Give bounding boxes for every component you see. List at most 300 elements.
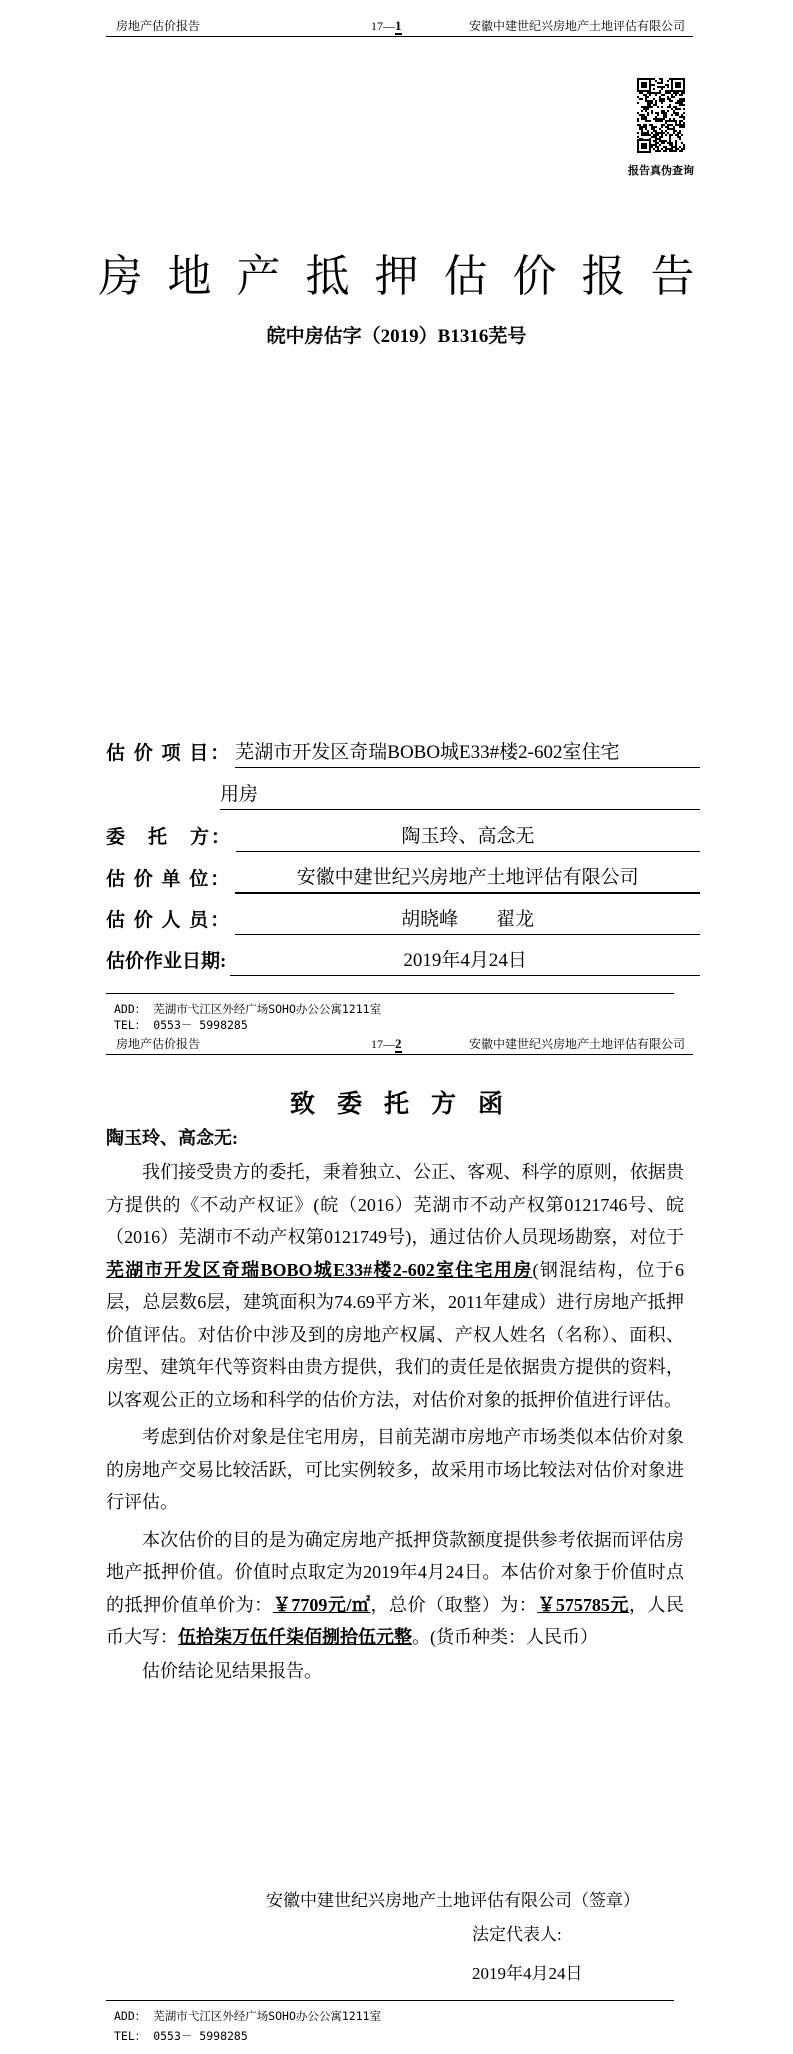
qr-module bbox=[665, 148, 667, 150]
text: 我们接受贵方的委托，秉着独立、公正、客观、科学的原则，依据贵方提供的《不动产权证》(皖（2016）芜湖市不动产权第0121746号、皖（2016）芜湖市不动产权第0121749号)，通过估价人员现场勘察，对位于 bbox=[106, 1162, 684, 1247]
qr-module bbox=[659, 138, 661, 140]
qr-module bbox=[655, 80, 657, 82]
qr-module bbox=[639, 126, 641, 128]
qr-module bbox=[649, 124, 651, 126]
qr-module bbox=[679, 94, 681, 96]
qr-module bbox=[657, 134, 659, 136]
qr-module bbox=[669, 90, 671, 92]
qr-module bbox=[643, 118, 645, 120]
qr-module bbox=[673, 128, 675, 130]
qr-module bbox=[667, 96, 669, 98]
qr-module bbox=[665, 140, 667, 142]
qr-module bbox=[647, 132, 649, 134]
qr-module bbox=[677, 112, 679, 114]
qr-module bbox=[671, 128, 673, 130]
qr-module bbox=[679, 116, 681, 118]
qr-code[interactable] bbox=[637, 78, 685, 153]
qr-module bbox=[653, 128, 655, 130]
qr-module bbox=[661, 130, 663, 132]
qr-module bbox=[659, 136, 661, 138]
qr-module bbox=[659, 100, 661, 102]
qr-module bbox=[659, 90, 661, 92]
qr-module bbox=[681, 124, 683, 126]
qr-module bbox=[649, 94, 651, 96]
qr-module bbox=[641, 134, 643, 136]
qr-module bbox=[653, 144, 655, 146]
qr-module bbox=[667, 120, 669, 122]
qr-module bbox=[663, 124, 665, 126]
qr-module bbox=[663, 86, 665, 88]
qr-module bbox=[661, 140, 663, 142]
qr-module bbox=[671, 134, 673, 136]
qr-module bbox=[683, 116, 685, 118]
qr-module bbox=[655, 100, 657, 102]
qr-module bbox=[669, 128, 671, 130]
letter-title: 致委托方函 bbox=[289, 1091, 525, 1118]
qr-module bbox=[663, 114, 665, 116]
qr-module bbox=[673, 92, 675, 94]
qr-module bbox=[673, 112, 675, 114]
qr-module bbox=[651, 144, 653, 146]
qr-module bbox=[665, 130, 667, 132]
qr-module bbox=[659, 118, 661, 120]
qr-module bbox=[655, 150, 657, 152]
qr-module bbox=[641, 128, 643, 130]
qr-module bbox=[645, 108, 647, 110]
qr-module bbox=[667, 148, 669, 150]
qr-module bbox=[643, 108, 645, 110]
text: 。(货币种类：人民币） bbox=[412, 1627, 598, 1647]
qr-module bbox=[647, 104, 649, 106]
qr-module bbox=[647, 112, 649, 114]
qr-module bbox=[647, 92, 649, 94]
qr-module bbox=[677, 136, 679, 138]
qr-module bbox=[655, 120, 657, 122]
qr-module bbox=[655, 136, 657, 138]
qr-module bbox=[669, 134, 671, 136]
page-index: 2 bbox=[395, 1036, 402, 1051]
legal-representative: 法定代表人: bbox=[472, 1925, 562, 1944]
qr-module bbox=[655, 102, 657, 104]
total-price-words: 伍拾柒万伍仟柒佰捌拾伍元整 bbox=[178, 1627, 412, 1647]
qr-module bbox=[681, 148, 683, 150]
qr-module bbox=[663, 146, 665, 148]
qr-module bbox=[653, 148, 655, 150]
qr-module bbox=[655, 140, 657, 142]
qr-module bbox=[661, 100, 663, 102]
qr-module bbox=[661, 142, 663, 144]
qr-module bbox=[661, 120, 663, 122]
qr-module bbox=[683, 104, 685, 106]
qr-module bbox=[669, 136, 671, 138]
qr-module bbox=[681, 142, 683, 144]
qr-module bbox=[675, 114, 677, 116]
qr-module bbox=[653, 130, 655, 132]
qr-module bbox=[651, 126, 653, 128]
qr-module bbox=[641, 116, 643, 118]
qr-module bbox=[657, 146, 659, 148]
qr-module bbox=[675, 150, 677, 152]
footer-address: ADD： 芜湖市弋江区外经广场SOHO办公公寓1211室 bbox=[114, 1002, 382, 1016]
qr-module bbox=[641, 126, 643, 128]
qr-module bbox=[667, 90, 669, 92]
qr-module bbox=[673, 120, 675, 122]
qr-module bbox=[655, 104, 657, 106]
qr-module bbox=[649, 102, 651, 104]
qr-module bbox=[657, 120, 659, 122]
qr-module bbox=[647, 106, 649, 108]
qr-module bbox=[655, 138, 657, 140]
field-value: 用房 bbox=[220, 779, 700, 810]
qr-module bbox=[653, 118, 655, 120]
total-price: ￥575785元 bbox=[537, 1594, 629, 1615]
qr-module bbox=[661, 110, 663, 112]
qr-module bbox=[683, 98, 685, 100]
qr-module bbox=[641, 118, 643, 120]
qr-module bbox=[675, 130, 677, 132]
qr-module bbox=[645, 100, 647, 102]
qr-module bbox=[641, 98, 643, 100]
qr-module bbox=[637, 102, 639, 104]
qr-module bbox=[683, 100, 685, 102]
qr-module bbox=[639, 124, 641, 126]
qr-module bbox=[683, 124, 685, 126]
qr-module bbox=[651, 146, 653, 148]
qr-module bbox=[671, 120, 673, 122]
qr-module bbox=[653, 134, 655, 136]
qr-module bbox=[679, 104, 681, 106]
qr-module bbox=[673, 132, 675, 134]
footer-address: ADD： 芜湖市弋江区外经广场SOHO办公公寓1211室 bbox=[114, 2009, 382, 2023]
qr-module bbox=[661, 86, 663, 88]
field-label: 估价作业日期: bbox=[106, 951, 227, 972]
field-value: 2019年4月24日 bbox=[230, 945, 700, 976]
qr-module bbox=[645, 118, 647, 120]
qr-module bbox=[657, 132, 659, 134]
qr-module bbox=[681, 114, 683, 116]
page-header bbox=[106, 1036, 693, 1055]
qr-module bbox=[659, 140, 661, 142]
qr-module bbox=[661, 136, 663, 138]
qr-module bbox=[683, 108, 685, 110]
qr-module bbox=[675, 120, 677, 122]
qr-module bbox=[657, 138, 659, 140]
qr-module bbox=[669, 150, 671, 152]
qr-module bbox=[665, 146, 667, 148]
qr-module bbox=[647, 120, 649, 122]
qr-module bbox=[651, 78, 653, 80]
qr-module bbox=[653, 136, 655, 138]
qr-module bbox=[671, 100, 673, 102]
qr-module bbox=[663, 142, 665, 144]
qr-module bbox=[661, 118, 663, 120]
field-client bbox=[106, 822, 700, 852]
qr-module bbox=[677, 92, 679, 94]
qr-module bbox=[653, 98, 655, 100]
qr-module bbox=[645, 116, 647, 118]
qr-module bbox=[681, 104, 683, 106]
field-date bbox=[106, 946, 700, 976]
qr-module bbox=[677, 114, 679, 116]
page-prefix: 17— bbox=[371, 19, 395, 33]
qr-module bbox=[649, 100, 651, 102]
qr-module bbox=[651, 128, 653, 130]
qr-module bbox=[649, 92, 651, 94]
qr-module bbox=[643, 126, 645, 128]
qr-module bbox=[657, 92, 659, 94]
qr-module bbox=[651, 100, 653, 102]
qr-module bbox=[679, 108, 681, 110]
field-appraiser-unit bbox=[106, 864, 700, 894]
qr-module bbox=[661, 82, 663, 84]
qr-module bbox=[681, 100, 683, 102]
qr-module bbox=[669, 124, 671, 126]
qr-module bbox=[641, 106, 643, 108]
qr-module bbox=[679, 100, 681, 102]
qr-module bbox=[647, 134, 649, 136]
footer-divider bbox=[106, 2000, 674, 2001]
qr-module bbox=[639, 92, 641, 94]
qr-module bbox=[669, 144, 671, 146]
qr-module bbox=[645, 96, 647, 98]
qr-module bbox=[677, 100, 679, 102]
qr-module bbox=[673, 96, 675, 98]
qr-module bbox=[647, 108, 649, 110]
qr-module bbox=[679, 120, 681, 122]
qr-module bbox=[637, 132, 639, 134]
field-project bbox=[106, 738, 700, 768]
qr-module bbox=[681, 116, 683, 118]
qr-module bbox=[677, 132, 679, 134]
qr-module bbox=[655, 118, 657, 120]
footer-phone: TEL： 0553－ 5998285 bbox=[114, 2029, 248, 2043]
qr-module bbox=[645, 126, 647, 128]
qr-module bbox=[673, 126, 675, 128]
qr-module bbox=[669, 106, 671, 108]
field-value: 胡晓峰 翟龙 bbox=[235, 904, 700, 935]
qr-module bbox=[669, 104, 671, 106]
page-prefix: 17— bbox=[371, 1037, 395, 1051]
qr-module bbox=[653, 126, 655, 128]
report-title: 房地产抵押估价报告 bbox=[98, 251, 720, 302]
qr-module bbox=[643, 132, 645, 134]
qr-module bbox=[661, 78, 663, 80]
qr-module bbox=[667, 84, 669, 86]
qr-module bbox=[645, 98, 647, 100]
qr-module bbox=[653, 88, 655, 90]
qr-module bbox=[663, 98, 665, 100]
qr-module bbox=[675, 142, 677, 144]
qr-module bbox=[643, 106, 645, 108]
qr-module bbox=[665, 90, 667, 92]
qr-module bbox=[661, 106, 663, 108]
qr-module bbox=[647, 130, 649, 132]
qr-module bbox=[661, 88, 663, 90]
qr-module bbox=[683, 122, 685, 124]
qr-module bbox=[669, 100, 671, 102]
qr-module bbox=[653, 84, 655, 86]
header-company: 安徽中建世纪兴房地产土地评估有限公司 bbox=[468, 1037, 685, 1051]
qr-module bbox=[661, 134, 663, 136]
qr-module bbox=[645, 94, 647, 96]
qr-module bbox=[645, 110, 647, 112]
qr-module bbox=[645, 120, 647, 122]
qr-module bbox=[671, 108, 673, 110]
paragraph-valuation bbox=[106, 1524, 684, 1654]
qr-module bbox=[661, 124, 663, 126]
qr-module bbox=[667, 98, 669, 100]
field-label: 估 价 项 目： bbox=[106, 743, 232, 764]
qr-module bbox=[651, 112, 653, 114]
qr-module bbox=[659, 86, 661, 88]
qr-module bbox=[655, 132, 657, 134]
qr-module bbox=[645, 124, 647, 126]
qr-module bbox=[683, 118, 685, 120]
company-signature: 安徽中建世纪兴房地产土地评估有限公司（签章） bbox=[266, 1891, 640, 1910]
qr-module bbox=[663, 150, 665, 152]
qr-module bbox=[649, 106, 651, 108]
qr-module bbox=[659, 82, 661, 84]
qr-module bbox=[681, 134, 683, 136]
qr-module bbox=[659, 150, 661, 152]
qr-module bbox=[655, 134, 657, 136]
qr-module bbox=[653, 140, 655, 142]
qr-module bbox=[679, 136, 681, 138]
field-value: 安徽中建世纪兴房地产土地评估有限公司 bbox=[235, 862, 700, 894]
qr-module bbox=[641, 130, 643, 132]
qr-module bbox=[671, 114, 673, 116]
qr-module bbox=[671, 150, 673, 152]
qr-module bbox=[675, 94, 677, 96]
qr-module bbox=[673, 130, 675, 132]
paragraph-conclusion: 估价结论见结果报告。 bbox=[142, 1660, 322, 1681]
qr-module bbox=[643, 124, 645, 126]
qr-module bbox=[683, 148, 685, 150]
subject-property: 芜湖市开发区奇瑞BOBO城E33#楼2-602室住宅用房 bbox=[106, 1259, 533, 1280]
qr-module bbox=[657, 148, 659, 150]
qr-module bbox=[677, 148, 679, 150]
qr-module bbox=[673, 118, 675, 120]
qr-module bbox=[679, 138, 681, 140]
field-label: 估 价 人 员： bbox=[106, 910, 232, 931]
qr-module bbox=[665, 120, 667, 122]
qr-module bbox=[663, 140, 665, 142]
qr-module bbox=[681, 120, 683, 122]
qr-module bbox=[639, 98, 641, 100]
qr-module bbox=[651, 136, 653, 138]
qr-module bbox=[659, 98, 661, 100]
qr-module bbox=[681, 126, 683, 128]
qr-module bbox=[639, 128, 641, 130]
qr-module bbox=[675, 144, 677, 146]
qr-module bbox=[669, 92, 671, 94]
qr-module bbox=[641, 114, 643, 116]
qr-module bbox=[669, 140, 671, 142]
qr-module bbox=[643, 116, 645, 118]
letter-salutation: 陶玉玲、高念无: bbox=[106, 1128, 238, 1148]
qr-module bbox=[679, 98, 681, 100]
qr-module bbox=[673, 106, 675, 108]
qr-module bbox=[663, 112, 665, 114]
qr-module bbox=[669, 142, 671, 144]
qr-module bbox=[637, 118, 639, 120]
qr-module bbox=[667, 126, 669, 128]
qr-module bbox=[657, 142, 659, 144]
qr-module bbox=[637, 96, 639, 98]
qr-module bbox=[655, 130, 657, 132]
qr-module bbox=[659, 96, 661, 98]
qr-module bbox=[665, 150, 667, 152]
qr-module bbox=[669, 120, 671, 122]
qr-module bbox=[675, 148, 677, 150]
qr-module bbox=[657, 82, 659, 84]
page-number bbox=[371, 18, 402, 34]
qr-module bbox=[671, 142, 673, 144]
qr-module bbox=[663, 100, 665, 102]
qr-module bbox=[665, 126, 667, 128]
qr-module bbox=[661, 98, 663, 100]
qr-module bbox=[671, 146, 673, 148]
qr-module bbox=[665, 84, 667, 86]
qr-module bbox=[677, 108, 679, 110]
qr-module bbox=[657, 114, 659, 116]
qr-module bbox=[637, 124, 639, 126]
field-project-cont bbox=[106, 780, 700, 810]
qr-module bbox=[651, 110, 653, 112]
qr-module bbox=[671, 124, 673, 126]
qr-module bbox=[655, 126, 657, 128]
qr-module bbox=[659, 144, 661, 146]
qr-module bbox=[651, 106, 653, 108]
qr-module bbox=[663, 118, 665, 120]
qr-module bbox=[655, 112, 657, 114]
qr-module bbox=[667, 132, 669, 134]
qr-module bbox=[677, 134, 679, 136]
qr-module bbox=[679, 122, 681, 124]
qr-module bbox=[665, 122, 667, 124]
qr-module bbox=[647, 114, 649, 116]
qr-module bbox=[645, 106, 647, 108]
qr-module bbox=[675, 122, 677, 124]
qr-module bbox=[673, 146, 675, 148]
qr-module bbox=[667, 124, 669, 126]
qr-module bbox=[669, 78, 671, 80]
qr-module bbox=[677, 102, 679, 104]
page-number bbox=[371, 1036, 402, 1052]
qr-module bbox=[651, 124, 653, 126]
qr-module bbox=[663, 132, 665, 134]
qr-module bbox=[661, 126, 663, 128]
qr-module bbox=[643, 134, 645, 136]
qr-module bbox=[683, 144, 685, 146]
report-number: 皖中房估字（2019）B1316芜号 bbox=[266, 326, 527, 347]
qr-module bbox=[663, 94, 665, 96]
qr-module bbox=[661, 102, 663, 104]
qr-module bbox=[659, 132, 661, 134]
qr-module bbox=[645, 132, 647, 134]
qr-module bbox=[659, 92, 661, 94]
qr-module bbox=[683, 146, 685, 148]
qr-module bbox=[637, 112, 639, 114]
text: (钢混结构，位于6层，总层数6层，建筑面积为74.69平方米，2011年建成）进行房地产抵押价值评估。对估价中涉及到的房地产权属、产权人姓名（名称）、面积、房型、建筑年代等资料由贵方提供，我们的责任是依据贵方提供的资料，以客观公正的立场和科学的估价方法，对估价对象的抵押价值进行评估。 bbox=[106, 1259, 684, 1410]
qr-module bbox=[671, 144, 673, 146]
qr-module bbox=[665, 114, 667, 116]
paragraph-method: 考虑到估价对象是住宅用房，目前芜湖市房地产市场类似本估价对象的房地产交易比较活跃，可比实例较多，故采用市场比较法对估价对象进行评估。 bbox=[106, 1427, 684, 1512]
qr-module bbox=[641, 132, 643, 134]
qr-module bbox=[675, 112, 677, 114]
qr-module bbox=[653, 78, 655, 80]
paragraph-commission bbox=[106, 1156, 684, 1416]
